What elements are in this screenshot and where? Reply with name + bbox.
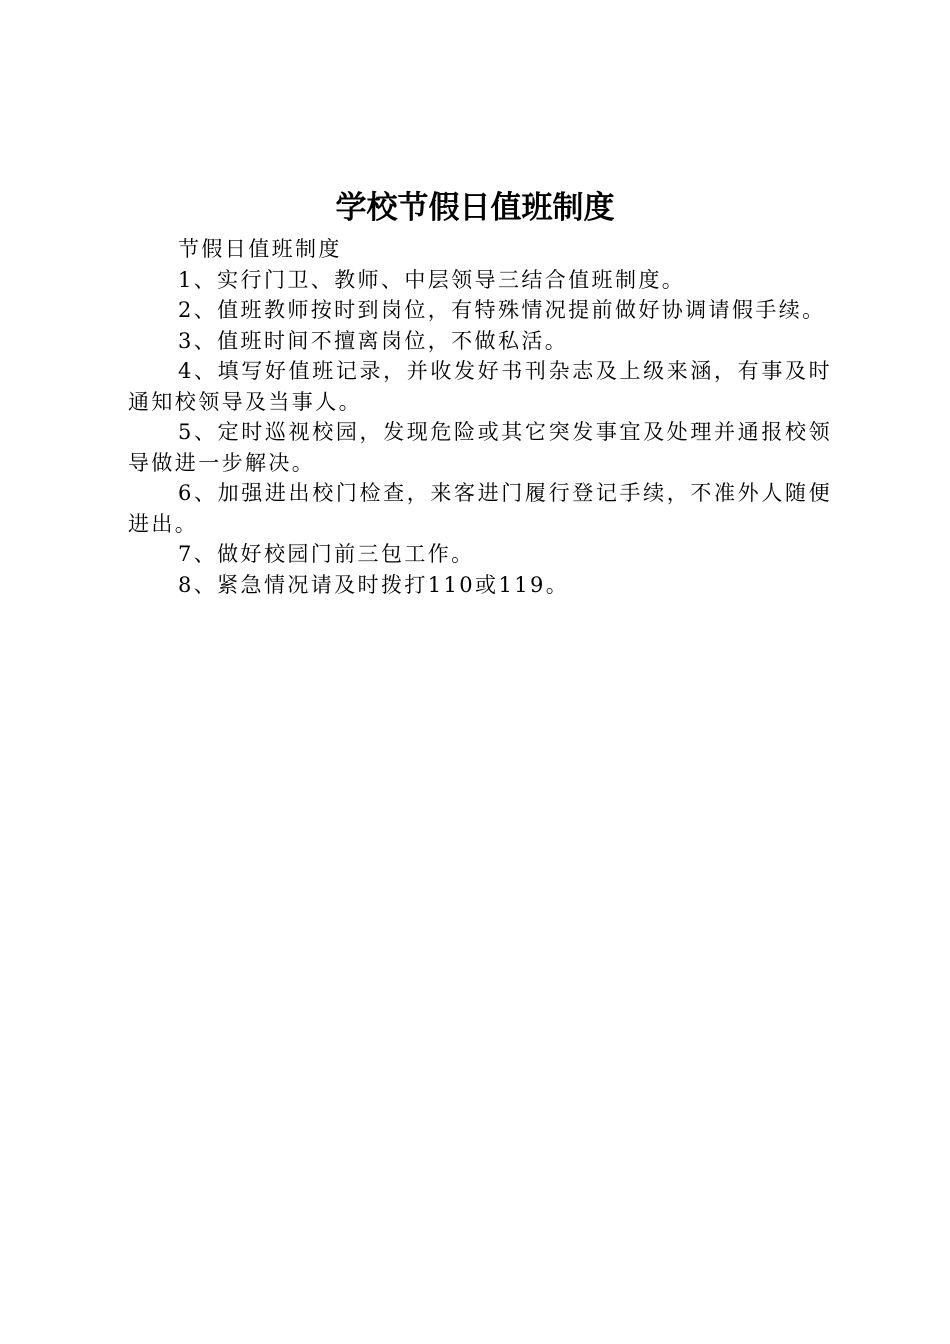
paragraph-rule-8: 8、紧急情况请及时拨打110或119。 bbox=[178, 572, 570, 597]
paragraph-rule-1: 1、实行门卫、教师、中层领导三结合值班制度。 bbox=[178, 267, 686, 292]
document-body bbox=[128, 234, 832, 600]
paragraph-rule-2: 2、值班教师按时到岗位，有特殊情况提前做好协调请假手续。 bbox=[178, 298, 826, 322]
document-title: 学校节假日值班制度 bbox=[335, 190, 615, 226]
paragraph-rule-4: 4、填写好值班记录，并收发好书刊杂志及上级来涵，有事及时通知校领导及当事人。 bbox=[128, 359, 832, 414]
paragraph-rule-3: 3、值班时间不擅离岗位，不做私活。 bbox=[178, 328, 569, 353]
paragraph-rule-6: 6、加强进出校门检查，来客进门履行登记手续，不准外人随便进出。 bbox=[128, 481, 832, 536]
paragraph-subtitle: 节假日值班制度 bbox=[178, 237, 342, 261]
paragraph-rule-5: 5、定时巡视校园，发现危险或其它突发事宜及处理并通报校领导做进一步解决。 bbox=[128, 420, 832, 475]
paragraph-rule-7: 7、做好校园门前三包工作。 bbox=[178, 542, 475, 566]
